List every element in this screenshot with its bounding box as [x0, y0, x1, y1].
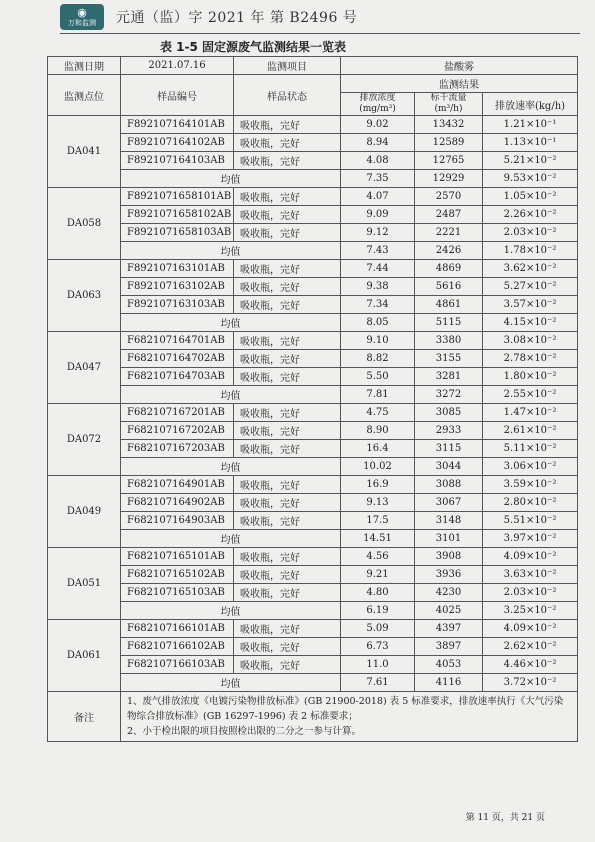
standard-dry-flow: 5616: [415, 278, 483, 296]
average-row: [48, 674, 578, 692]
average-flow: 4116: [415, 674, 483, 692]
emission-concentration: 4.80: [341, 584, 415, 602]
emission-concentration: 4.75: [341, 404, 415, 422]
average-flow: 12929: [415, 170, 483, 188]
item-label: 监测项目: [234, 57, 341, 75]
emission-concentration: 9.09: [341, 206, 415, 224]
sample-id: F682107165101AB: [121, 548, 234, 566]
sample-state: 吸收瓶，完好: [234, 422, 341, 440]
emission-concentration: 5.50: [341, 368, 415, 386]
table-row: [48, 548, 578, 566]
emission-rate: 3.63×10⁻²: [483, 566, 578, 584]
emission-rate: 1.05×10⁻²: [483, 188, 578, 206]
standard-dry-flow: 3088: [415, 476, 483, 494]
emission-rate: 5.27×10⁻²: [483, 278, 578, 296]
standard-dry-flow: 4397: [415, 620, 483, 638]
table-row: [48, 278, 578, 296]
emission-concentration: 17.5: [341, 512, 415, 530]
sample-id: F682107164702AB: [121, 350, 234, 368]
sample-state: 吸收瓶，完好: [234, 656, 341, 674]
sample-id: F682107164703AB: [121, 368, 234, 386]
emission-rate: 4.09×10⁻²: [483, 548, 578, 566]
sample-id: F892107164103AB: [121, 152, 234, 170]
emission-rate: 2.62×10⁻²: [483, 638, 578, 656]
emission-concentration: 11.0: [341, 656, 415, 674]
remarks-label: 备注: [48, 692, 121, 742]
remark-line: 2、小于检出限的项目按照检出限的二分之一参与计算。: [127, 726, 362, 737]
monitoring-point: DA047: [48, 332, 121, 404]
sample-id: F892107164102AB: [121, 134, 234, 152]
table-row: [48, 206, 578, 224]
average-row: [48, 242, 578, 260]
average-flow: 3272: [415, 386, 483, 404]
sample-state: 吸收瓶，完好: [234, 188, 341, 206]
standard-dry-flow: 12589: [415, 134, 483, 152]
sample-id-header: 样品编号: [121, 75, 234, 116]
sample-state: 吸收瓶，完好: [234, 440, 341, 458]
sample-state-header: 样品状态: [234, 75, 341, 116]
emission-rate: 3.08×10⁻²: [483, 332, 578, 350]
company-logo: [60, 4, 104, 30]
date-value: 2021.07.16: [121, 57, 234, 75]
sample-state: 吸收瓶，完好: [234, 404, 341, 422]
table-row: [48, 152, 578, 170]
flow-header-label: 标干流量: [430, 93, 467, 103]
table-row: [48, 350, 578, 368]
emission-rate: 2.03×10⁻²: [483, 584, 578, 602]
average-label: 均值: [121, 530, 341, 548]
emission-rate: 1.47×10⁻²: [483, 404, 578, 422]
average-row: [48, 170, 578, 188]
standard-dry-flow: 4230: [415, 584, 483, 602]
emission-rate: 5.21×10⁻²: [483, 152, 578, 170]
sample-state: 吸收瓶，完好: [234, 566, 341, 584]
average-flow: 3044: [415, 458, 483, 476]
sample-id: F8921071658103AB: [121, 224, 234, 242]
average-flow: 2426: [415, 242, 483, 260]
remarks-row: [48, 692, 578, 742]
average-label: 均值: [121, 242, 341, 260]
average-label: 均值: [121, 170, 341, 188]
standard-dry-flow: 3115: [415, 440, 483, 458]
average-concentration: 10.02: [341, 458, 415, 476]
sample-id: F682107166103AB: [121, 656, 234, 674]
emission-rate: 2.80×10⁻²: [483, 494, 578, 512]
emission-concentration: 7.44: [341, 260, 415, 278]
sample-id: F892107163103AB: [121, 296, 234, 314]
emission-rate: 1.21×10⁻¹: [483, 116, 578, 134]
monitoring-point: DA051: [48, 548, 121, 620]
sample-state: 吸收瓶，完好: [234, 224, 341, 242]
sample-id: F682107164701AB: [121, 332, 234, 350]
remarks-content: [121, 692, 578, 742]
average-flow: 4025: [415, 602, 483, 620]
average-concentration: 7.81: [341, 386, 415, 404]
conc-header: [341, 93, 415, 116]
monitoring-point: DA061: [48, 620, 121, 692]
standard-dry-flow: 3908: [415, 548, 483, 566]
emission-rate: 5.11×10⁻²: [483, 440, 578, 458]
emission-concentration: 9.10: [341, 332, 415, 350]
average-rate: 3.97×10⁻²: [483, 530, 578, 548]
item-value: 盐酸雾: [341, 57, 578, 75]
average-label: 均值: [121, 386, 341, 404]
table-row: [48, 440, 578, 458]
average-label: 均值: [121, 458, 341, 476]
sample-id: F682107167202AB: [121, 422, 234, 440]
monitoring-point: DA063: [48, 260, 121, 332]
standard-dry-flow: 3067: [415, 494, 483, 512]
sample-id: F892107163102AB: [121, 278, 234, 296]
average-row: [48, 458, 578, 476]
sample-state: 吸收瓶，完好: [234, 152, 341, 170]
standard-dry-flow: 2487: [415, 206, 483, 224]
standard-dry-flow: 4861: [415, 296, 483, 314]
standard-dry-flow: 2933: [415, 422, 483, 440]
sample-id: F892107164101AB: [121, 116, 234, 134]
table-row: [48, 368, 578, 386]
emission-rate: 1.13×10⁻¹: [483, 134, 578, 152]
sample-state: 吸收瓶，完好: [234, 368, 341, 386]
table-row: [48, 494, 578, 512]
standard-dry-flow: 4869: [415, 260, 483, 278]
table-row: [48, 404, 578, 422]
emission-concentration: 4.07: [341, 188, 415, 206]
sample-id: F682107166101AB: [121, 620, 234, 638]
point-header: 监测点位: [48, 75, 121, 116]
emission-rate: 2.03×10⁻²: [483, 224, 578, 242]
average-concentration: 6.19: [341, 602, 415, 620]
standard-dry-flow: 3936: [415, 566, 483, 584]
emission-concentration: 16.4: [341, 440, 415, 458]
page-number: 第 11 页，共 21 页: [465, 813, 545, 823]
sample-state: 吸收瓶，完好: [234, 134, 341, 152]
conc-header-unit: (mg/m³): [359, 104, 396, 114]
emission-concentration: 4.08: [341, 152, 415, 170]
average-concentration: 7.61: [341, 674, 415, 692]
average-row: [48, 530, 578, 548]
conc-header-label: 排放浓度: [359, 93, 396, 103]
average-row: [48, 386, 578, 404]
sample-state: 吸收瓶，完好: [234, 260, 341, 278]
table-row: [48, 116, 578, 134]
average-label: 均值: [121, 602, 341, 620]
sample-id: F682107167201AB: [121, 404, 234, 422]
emission-concentration: 4.56: [341, 548, 415, 566]
emission-rate: 1.80×10⁻²: [483, 368, 578, 386]
flow-header: [415, 93, 483, 116]
rate-header: 排放速率(kg/h): [483, 93, 578, 116]
emission-concentration: 9.21: [341, 566, 415, 584]
document-number: 元通（监）字 2021 年 第 B2496 号: [116, 10, 358, 26]
sample-id: F682107167203AB: [121, 440, 234, 458]
sample-state: 吸收瓶，完好: [234, 584, 341, 602]
average-row: [48, 314, 578, 332]
average-rate: 3.72×10⁻²: [483, 674, 578, 692]
average-concentration: 7.35: [341, 170, 415, 188]
emission-concentration: 8.82: [341, 350, 415, 368]
emission-rate: 5.51×10⁻²: [483, 512, 578, 530]
standard-dry-flow: 3897: [415, 638, 483, 656]
results-header: 监测结果: [341, 75, 578, 93]
sample-state: 吸收瓶，完好: [234, 494, 341, 512]
average-rate: 1.78×10⁻²: [483, 242, 578, 260]
header-rule: [60, 33, 580, 34]
sample-state: 吸收瓶，完好: [234, 350, 341, 368]
average-flow: 5115: [415, 314, 483, 332]
sample-id: F682107165103AB: [121, 584, 234, 602]
sample-state: 吸收瓶，完好: [234, 638, 341, 656]
average-rate: 2.55×10⁻²: [483, 386, 578, 404]
sample-state: 吸收瓶，完好: [234, 548, 341, 566]
average-rate: 4.15×10⁻²: [483, 314, 578, 332]
table-row: [48, 296, 578, 314]
standard-dry-flow: 3155: [415, 350, 483, 368]
date-label: 监测日期: [48, 57, 121, 75]
standard-dry-flow: 3148: [415, 512, 483, 530]
average-rate: 3.25×10⁻²: [483, 602, 578, 620]
table-row: [48, 260, 578, 278]
monitoring-point: DA041: [48, 116, 121, 188]
sample-id: F682107164903AB: [121, 512, 234, 530]
table-row: [48, 584, 578, 602]
standard-dry-flow: 3281: [415, 368, 483, 386]
average-label: 均值: [121, 674, 341, 692]
sample-id: F682107164902AB: [121, 494, 234, 512]
table-row: [48, 422, 578, 440]
results-table: [47, 56, 578, 742]
average-rate: 3.06×10⁻²: [483, 458, 578, 476]
emission-concentration: 9.12: [341, 224, 415, 242]
emission-rate: 2.26×10⁻²: [483, 206, 578, 224]
logo-mark-icon: ◉: [77, 5, 87, 19]
emission-concentration: 16.9: [341, 476, 415, 494]
average-concentration: 14.51: [341, 530, 415, 548]
table-row: [48, 656, 578, 674]
table-row: [48, 134, 578, 152]
sample-id: F892107163101AB: [121, 260, 234, 278]
remark-line: 1、废气排放浓度《电镀污染物排放标准》(GB 21900-2018) 表 5 标准要求，排放速率执行《大气污染物综合排放标准》(GB 16297-1996) 表 2 标准要求；: [127, 696, 564, 722]
sample-state: 吸收瓶，完好: [234, 278, 341, 296]
average-row: [48, 602, 578, 620]
monitoring-point: DA049: [48, 476, 121, 548]
monitoring-point: DA058: [48, 188, 121, 260]
sample-id: F8921071658101AB: [121, 188, 234, 206]
emission-rate: 3.57×10⁻²: [483, 296, 578, 314]
monitoring-point: DA072: [48, 404, 121, 476]
table-title: 表 1-5 固定源废气监测结果一览表: [160, 40, 347, 54]
emission-concentration: 9.38: [341, 278, 415, 296]
emission-rate: 4.46×10⁻²: [483, 656, 578, 674]
sample-state: 吸收瓶，完好: [234, 512, 341, 530]
table-row: [48, 476, 578, 494]
standard-dry-flow: 12765: [415, 152, 483, 170]
sample-id: F682107166102AB: [121, 638, 234, 656]
sample-id: F8921071658102AB: [121, 206, 234, 224]
emission-concentration: 5.09: [341, 620, 415, 638]
sample-id: F682107164901AB: [121, 476, 234, 494]
table-row: [48, 512, 578, 530]
standard-dry-flow: 2570: [415, 188, 483, 206]
emission-rate: 3.59×10⁻²: [483, 476, 578, 494]
sample-state: 吸收瓶，完好: [234, 206, 341, 224]
emission-concentration: 9.02: [341, 116, 415, 134]
table-row: [48, 638, 578, 656]
average-concentration: 7.43: [341, 242, 415, 260]
sample-state: 吸收瓶，完好: [234, 332, 341, 350]
emission-concentration: 9.13: [341, 494, 415, 512]
standard-dry-flow: 3085: [415, 404, 483, 422]
standard-dry-flow: 2221: [415, 224, 483, 242]
emission-concentration: 8.90: [341, 422, 415, 440]
average-concentration: 8.05: [341, 314, 415, 332]
flow-header-unit: (m³/h): [434, 104, 463, 114]
emission-rate: 4.09×10⁻²: [483, 620, 578, 638]
page-header: [60, 2, 357, 32]
emission-rate: 2.78×10⁻²: [483, 350, 578, 368]
sample-state: 吸收瓶，完好: [234, 116, 341, 134]
average-flow: 3101: [415, 530, 483, 548]
average-label: 均值: [121, 314, 341, 332]
logo-text: 万和监测: [68, 18, 96, 27]
table-row: [48, 332, 578, 350]
standard-dry-flow: 3380: [415, 332, 483, 350]
emission-rate: 2.61×10⁻²: [483, 422, 578, 440]
emission-concentration: 7.34: [341, 296, 415, 314]
sample-state: 吸收瓶，完好: [234, 476, 341, 494]
table-row: [48, 566, 578, 584]
standard-dry-flow: 4053: [415, 656, 483, 674]
standard-dry-flow: 13432: [415, 116, 483, 134]
emission-rate: 3.62×10⁻²: [483, 260, 578, 278]
table-row: [48, 620, 578, 638]
table-row: [48, 224, 578, 242]
sample-state: 吸收瓶，完好: [234, 296, 341, 314]
sample-state: 吸收瓶，完好: [234, 620, 341, 638]
table-row: [48, 188, 578, 206]
average-rate: 9.53×10⁻²: [483, 170, 578, 188]
emission-concentration: 8.94: [341, 134, 415, 152]
emission-concentration: 6.73: [341, 638, 415, 656]
sample-id: F682107165102AB: [121, 566, 234, 584]
